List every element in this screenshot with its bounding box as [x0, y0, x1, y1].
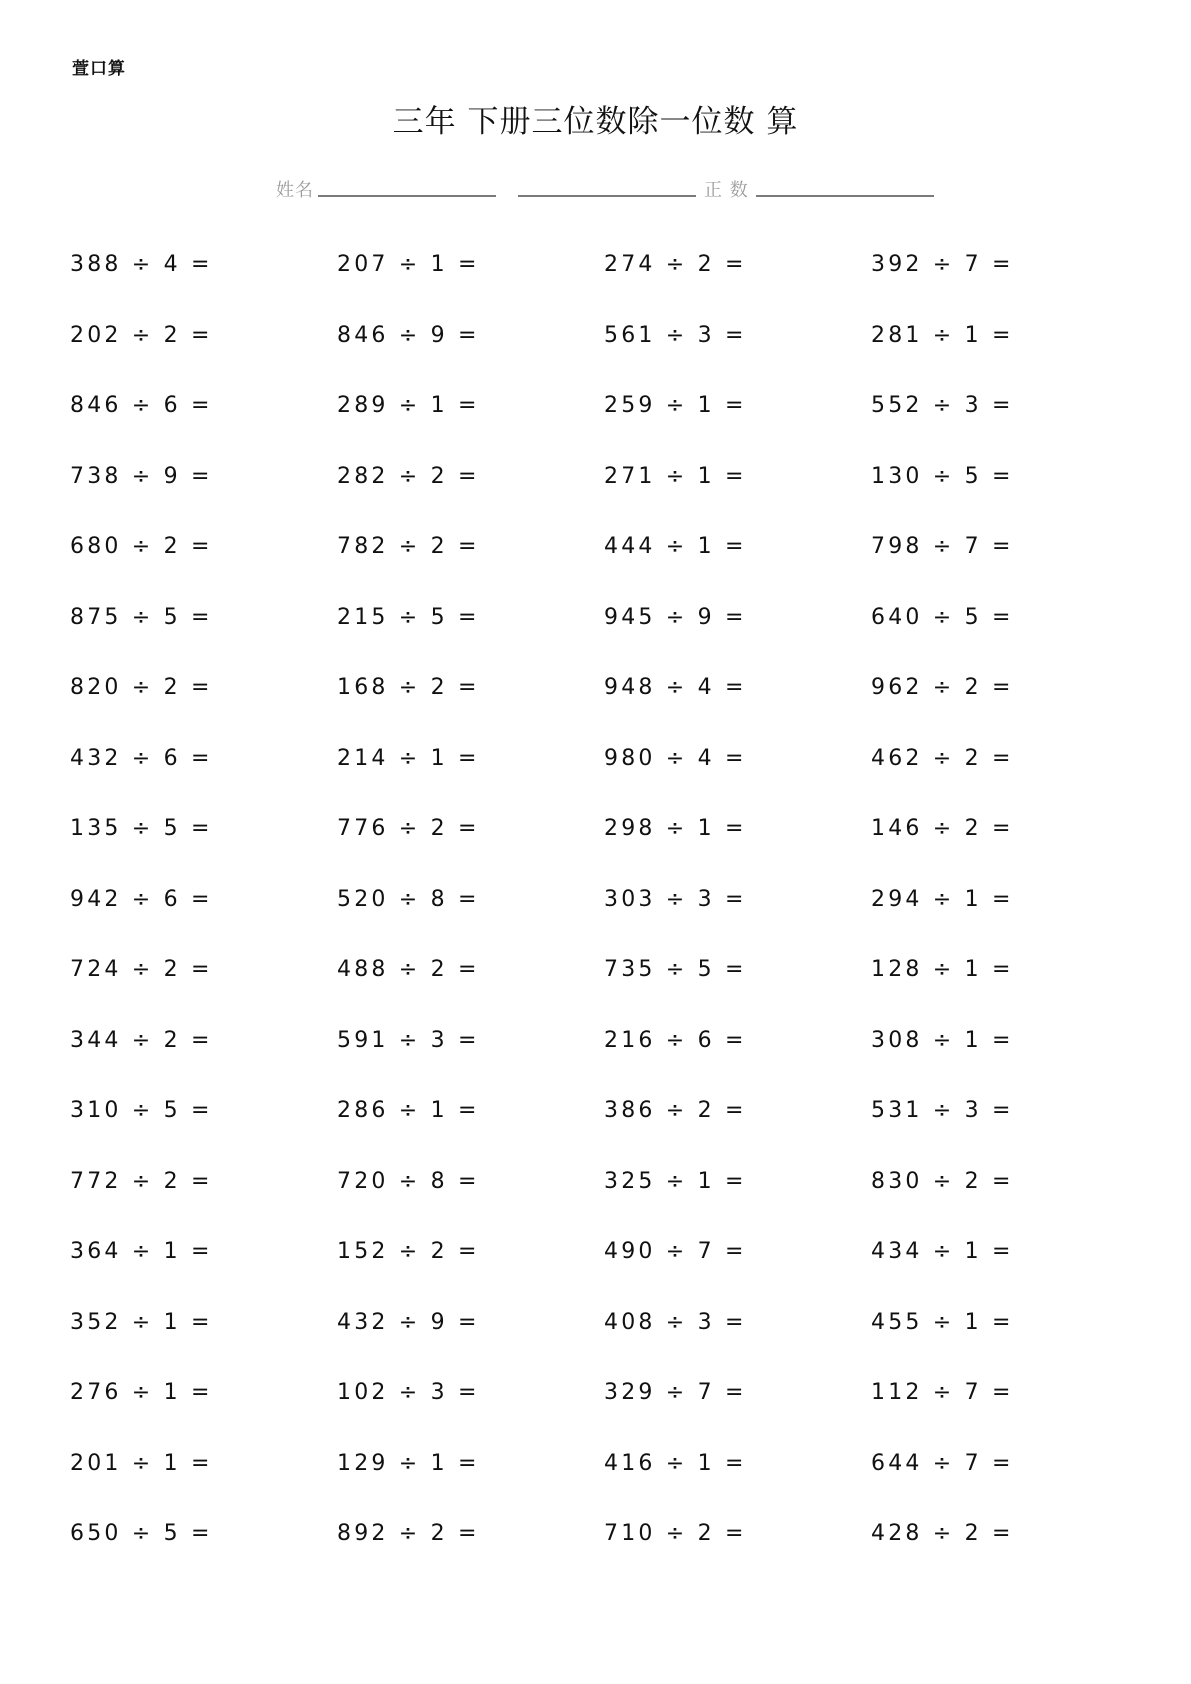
division-problem: 289 ÷ 1 =: [337, 393, 480, 418]
division-problem: 455 ÷ 1 =: [871, 1309, 1014, 1335]
division-problem: 782 ÷ 2 =: [337, 534, 480, 559]
division-problem: 102 ÷ 3 =: [337, 1380, 480, 1405]
division-problem: 215 ÷ 5 =: [337, 604, 480, 630]
division-problem: 135 ÷ 5 =: [70, 816, 213, 841]
division-problem: 282 ÷ 2 =: [337, 463, 480, 489]
division-problem: 271 ÷ 1 =: [604, 463, 747, 489]
division-problem: 724 ÷ 2 =: [70, 957, 213, 982]
division-problem: 846 ÷ 9 =: [337, 322, 480, 348]
division-problem: 152 ÷ 2 =: [337, 1239, 480, 1264]
student-info-row: [0, 176, 1191, 206]
division-problem: 352 ÷ 1 =: [70, 1309, 213, 1335]
division-problem: 644 ÷ 7 =: [871, 1450, 1014, 1476]
score-label: 正 数: [704, 180, 749, 201]
division-problem: 776 ÷ 2 =: [337, 816, 480, 841]
division-problem: 531 ÷ 3 =: [871, 1098, 1014, 1123]
name-label: 姓名: [276, 180, 314, 201]
division-problem: 298 ÷ 1 =: [604, 816, 747, 841]
division-problem: 942 ÷ 6 =: [70, 886, 213, 912]
worksheet-brand-label: 萱口算: [72, 59, 126, 79]
division-problem: 640 ÷ 5 =: [871, 604, 1014, 630]
division-problem: 798 ÷ 7 =: [871, 534, 1014, 559]
division-problem: 980 ÷ 4 =: [604, 745, 747, 771]
division-problem: 202 ÷ 2 =: [70, 322, 213, 348]
division-problem: 772 ÷ 2 =: [70, 1168, 213, 1194]
division-problem: 561 ÷ 3 =: [604, 322, 747, 348]
division-problem: 462 ÷ 2 =: [871, 745, 1014, 771]
division-problem: 962 ÷ 2 =: [871, 675, 1014, 700]
division-problem: 388 ÷ 4 =: [70, 252, 213, 277]
division-problem: 432 ÷ 9 =: [337, 1309, 480, 1335]
name-blank-line[interactable]: [318, 195, 496, 197]
division-problem: 112 ÷ 7 =: [871, 1380, 1014, 1405]
division-problem: 310 ÷ 5 =: [70, 1098, 213, 1123]
division-problem: 308 ÷ 1 =: [871, 1027, 1014, 1053]
division-problem: 128 ÷ 1 =: [871, 957, 1014, 982]
division-problem: 276 ÷ 1 =: [70, 1380, 213, 1405]
division-problem: 488 ÷ 2 =: [337, 957, 480, 982]
division-problem: 294 ÷ 1 =: [871, 886, 1014, 912]
division-problem: 259 ÷ 1 =: [604, 393, 747, 418]
division-problem: 680 ÷ 2 =: [70, 534, 213, 559]
problem-grid: [70, 252, 1170, 1592]
division-problem: 214 ÷ 1 =: [337, 745, 480, 771]
division-problem: 444 ÷ 1 =: [604, 534, 747, 559]
division-problem: 846 ÷ 6 =: [70, 393, 213, 418]
division-problem: 830 ÷ 2 =: [871, 1168, 1014, 1194]
division-problem: 735 ÷ 5 =: [604, 957, 747, 982]
division-problem: 490 ÷ 7 =: [604, 1239, 747, 1264]
division-problem: 650 ÷ 5 =: [70, 1521, 213, 1546]
division-problem: 875 ÷ 5 =: [70, 604, 213, 630]
division-problem: 428 ÷ 2 =: [871, 1521, 1014, 1546]
division-problem: 392 ÷ 7 =: [871, 252, 1014, 277]
division-problem: 329 ÷ 7 =: [604, 1380, 747, 1405]
division-problem: 552 ÷ 3 =: [871, 393, 1014, 418]
division-problem: 591 ÷ 3 =: [337, 1027, 480, 1053]
division-problem: 216 ÷ 6 =: [604, 1027, 747, 1053]
division-problem: 274 ÷ 2 =: [604, 252, 747, 277]
division-problem: 434 ÷ 1 =: [871, 1239, 1014, 1264]
blank-line[interactable]: [518, 195, 696, 197]
division-problem: 386 ÷ 2 =: [604, 1098, 747, 1123]
division-problem: 408 ÷ 3 =: [604, 1309, 747, 1335]
division-problem: 948 ÷ 4 =: [604, 675, 747, 700]
division-problem: 344 ÷ 2 =: [70, 1027, 213, 1053]
division-problem: 286 ÷ 1 =: [337, 1098, 480, 1123]
division-problem: 945 ÷ 9 =: [604, 604, 747, 630]
division-problem: 168 ÷ 2 =: [337, 675, 480, 700]
division-problem: 303 ÷ 3 =: [604, 886, 747, 912]
division-problem: 146 ÷ 2 =: [871, 816, 1014, 841]
division-problem: 820 ÷ 2 =: [70, 675, 213, 700]
score-blank-line[interactable]: [756, 195, 934, 197]
division-problem: 738 ÷ 9 =: [70, 463, 213, 489]
division-problem: 710 ÷ 2 =: [604, 1521, 747, 1546]
division-problem: 129 ÷ 1 =: [337, 1450, 480, 1476]
division-problem: 325 ÷ 1 =: [604, 1168, 747, 1194]
worksheet-title: 三年 下册三位数除一位数 算: [392, 104, 799, 140]
division-problem: 892 ÷ 2 =: [337, 1521, 480, 1546]
division-problem: 130 ÷ 5 =: [871, 463, 1014, 489]
division-problem: 520 ÷ 8 =: [337, 886, 480, 912]
division-problem: 201 ÷ 1 =: [70, 1450, 213, 1476]
division-problem: 416 ÷ 1 =: [604, 1450, 747, 1476]
division-problem: 432 ÷ 6 =: [70, 745, 213, 771]
division-problem: 207 ÷ 1 =: [337, 252, 480, 277]
division-problem: 281 ÷ 1 =: [871, 322, 1014, 348]
division-problem: 720 ÷ 8 =: [337, 1168, 480, 1194]
division-problem: 364 ÷ 1 =: [70, 1239, 213, 1264]
